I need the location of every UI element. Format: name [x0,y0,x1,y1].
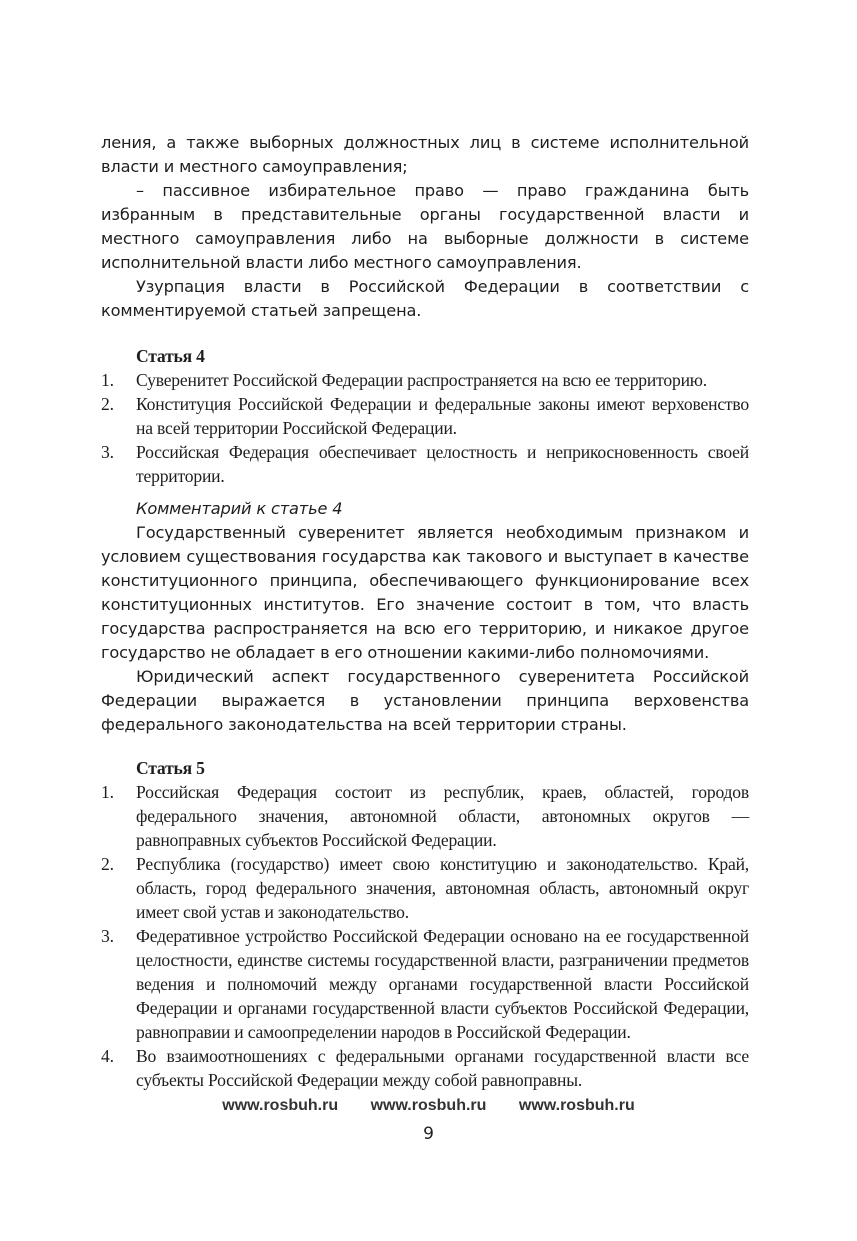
intro-paragraph-1: ления, а также выборных должностных лиц в системе исполнительной власти и местного самоуправления; [101,133,749,176]
item-text: Российская Федерация обеспечивает целостность и неприкосновенность своей территории. [136,442,749,486]
article-4-item-3 [101,440,749,488]
comment-4-paragraph-2: Юридический аспект государственного суверенитета Российской Федерации выражается в установлении принципа верховенства федерального законодательства на всей территории страны. [101,667,749,734]
article-5-heading: Статья 5 [136,758,205,778]
article-5-item-4 [101,1044,749,1092]
item-number: 2. [101,854,114,874]
item-number: 1. [101,370,114,390]
comment-4-paragraph-1: Государственный суверенитет является необходимым признаком и условием существования государства как такового и выступает в качестве конституционного принципа, обеспечивающего функционирование всех конституционных институтов. Его значение состоит в том, что власть государства распространяется на всю его территорию, и никакое другое государство не обладает в его отношении какими-либо полномочиями. [101,523,749,662]
article-5-item-1 [101,780,749,852]
item-number: 3. [101,926,114,946]
intro-paragraph-3: Узурпация власти в Российской Федерации в соответствии с комментируемой статьей запрещена. [101,277,749,320]
comment-4 [101,497,749,737]
item-number: 4. [101,1046,114,1066]
footer-links [0,1097,857,1115]
intro-paragraph-2: – пассивное избирательное право — право гражданина быть избранным в представительные органы государственной власти и местного самоуправления либо на выборные должности в системе исполнительной власти либо местного самоуправления. [101,181,749,272]
article-4-item-1 [101,368,749,392]
footer-link[interactable]: www.rosbuh.ru [370,1097,487,1114]
item-number: 1. [101,782,114,802]
page-number: 9 [423,1124,434,1144]
item-text: Республика (государство) имеет свою конституцию и законодательство. Край, область, город федерального значения, автономная область, автономный округ имеет свой устав и законодательство. [136,854,749,922]
article-5 [101,756,749,1092]
item-text: Суверенитет Российской Федерации распространяется на всю ее территорию. [136,370,707,390]
article-4-item-2 [101,392,749,440]
item-number: 3. [101,442,114,462]
item-text: Во взаимоотношениях с федеральными органами государственной власти все субъекты Российской Федерации между собой равноправны. [136,1046,749,1090]
footer-link[interactable]: www.rosbuh.ru [222,1097,339,1114]
intro-section [101,131,749,323]
article-4-heading: Статья 4 [136,346,205,366]
comment-4-title: Комментарий к статье 4 [136,499,343,518]
article-4 [101,344,749,488]
article-5-item-2 [101,852,749,924]
item-text: Российская Федерация состоит из республик, краев, областей, городов федерального значения, автономной области, автономных округов — равноправных субъектов Российской Федерации. [136,782,749,850]
item-number: 2. [101,394,114,414]
item-text: Конституция Российской Федерации и федеральные законы имеют верховенство на всей территории Российской Федерации. [136,394,749,438]
item-text: Федеративное устройство Российской Федерации основано на ее государственной целостности, единстве системы государственной власти, разграничении предметов ведения и полномочий между органами государственной власти Российской Федерации и органами государственной власти субъектов Российской Федерации, равноправии и самоопределении народов в Российской Федерации. [136,926,749,1042]
article-5-item-3 [101,924,749,1044]
footer-link[interactable]: www.rosbuh.ru [518,1097,635,1114]
